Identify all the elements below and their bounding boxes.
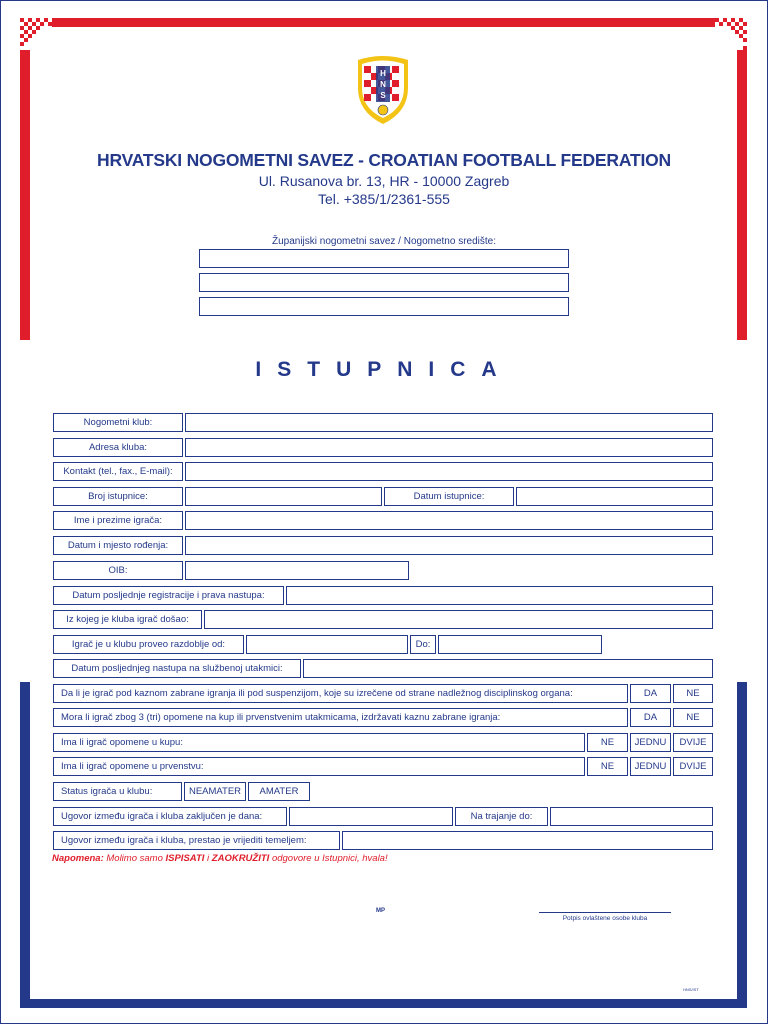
- last-registration-label: Datum posljednje registracije i prava nastupa:: [53, 586, 284, 605]
- suspension-label: Da li je igrač pod kaznom zabrane igranja ili pod suspenzijom, koje su izrečene od strane nadležnog disciplinskog organa:: [53, 684, 628, 703]
- regional-field-2[interactable]: [199, 273, 569, 292]
- club-label: Nogometni klub:: [53, 413, 183, 432]
- cup-warnings-label: Ima li igrač opomene u kupu:: [53, 733, 585, 752]
- player-name-field[interactable]: [185, 511, 713, 530]
- svg-text:H: H: [380, 69, 386, 78]
- three-warnings-ne-option[interactable]: NE: [673, 708, 713, 727]
- league-warnings-dvije-option[interactable]: DVIJE: [673, 757, 713, 776]
- league-warnings-label: Ima li igrač opomene u prvenstvu:: [53, 757, 585, 776]
- last-match-field[interactable]: [303, 659, 713, 678]
- document-title: ISTUPNICA: [255, 358, 513, 381]
- status-label: Status igrača u klubu:: [53, 782, 182, 801]
- date-label: Datum istupnice:: [384, 487, 514, 506]
- form-code: HNS/IST: [683, 987, 699, 992]
- oib-field[interactable]: [185, 561, 409, 580]
- number-label: Broj istupnice:: [53, 487, 183, 506]
- contract-signed-label: Ugovor između igrača i kluba zaključen je dana:: [53, 807, 287, 826]
- club-address-label: Adresa kluba:: [53, 438, 183, 457]
- contact-field[interactable]: [185, 462, 713, 481]
- checker-pattern-right-icon: [715, 18, 747, 50]
- suspension-da-option[interactable]: DA: [630, 684, 671, 703]
- period-from-field[interactable]: [246, 635, 408, 654]
- regional-field-3[interactable]: [199, 297, 569, 316]
- cup-warnings-dvije-option[interactable]: DVIJE: [673, 733, 713, 752]
- signature-label: Potpis ovlaštene osobe kluba: [562, 915, 648, 922]
- club-field[interactable]: [185, 413, 713, 432]
- cup-warnings-ne-option[interactable]: NE: [587, 733, 628, 752]
- suspension-ne-option[interactable]: NE: [673, 684, 713, 703]
- signature-line[interactable]: [539, 912, 671, 913]
- three-warnings-label: Mora li igrač zbog 3 (tri) opomene na kup ili prvenstvenim utakmicama, izdržavati kaznu zabrane igranja:: [53, 708, 628, 727]
- club-address-field[interactable]: [185, 438, 713, 457]
- league-warnings-jednu-option[interactable]: JEDNU: [630, 757, 671, 776]
- svg-text:S: S: [380, 91, 386, 100]
- blue-frame-right: [737, 682, 747, 1008]
- birth-field[interactable]: [185, 536, 713, 555]
- oib-label: OIB:: [53, 561, 183, 580]
- contract-until-label: Na trajanje do:: [455, 807, 548, 826]
- from-club-field[interactable]: [204, 610, 713, 629]
- blue-frame-left: [20, 682, 30, 1008]
- red-frame-top: [20, 18, 747, 27]
- date-field[interactable]: [516, 487, 713, 506]
- blue-frame-bottom: [20, 999, 747, 1008]
- contract-until-field[interactable]: [550, 807, 713, 826]
- federation-title: HRVATSKI NOGOMETNI SAVEZ - CROATIAN FOOTBALL FEDERATION: [97, 150, 671, 170]
- note-text: Napomena: Molimo samo ISPISATI i ZAOKRUŽITI odgovore u Istupnici, hvala!: [52, 853, 388, 864]
- status-amater-option[interactable]: AMATER: [248, 782, 310, 801]
- period-from-label: Igrač je u klubu proveo razdoblje od:: [53, 635, 244, 654]
- contract-ended-field[interactable]: [342, 831, 713, 850]
- federation-phone: Tel. +385/1/2361-555: [318, 191, 450, 207]
- contract-ended-label: Ugovor između igrača i kluba, prestao je vrijediti temeljem:: [53, 831, 340, 850]
- regional-field-1[interactable]: [199, 249, 569, 268]
- period-to-label: Do:: [410, 635, 436, 654]
- status-neamater-option[interactable]: NEAMATER: [184, 782, 246, 801]
- player-name-label: Ime i prezime igrača:: [53, 511, 183, 530]
- last-registration-field[interactable]: [286, 586, 713, 605]
- regional-federation-label: Županijski nogometni savez / Nogometno središte:: [271, 236, 496, 247]
- period-to-field[interactable]: [438, 635, 602, 654]
- svg-text:N: N: [380, 80, 386, 89]
- cup-warnings-jednu-option[interactable]: JEDNU: [630, 733, 671, 752]
- from-club-label: Iz kojeg je kluba igrač došao:: [53, 610, 202, 629]
- hns-logo: [354, 54, 412, 128]
- league-warnings-ne-option[interactable]: NE: [587, 757, 628, 776]
- checker-pattern-left-icon: [20, 18, 52, 50]
- contact-label: Kontakt (tel., fax., E-mail):: [53, 462, 183, 481]
- last-match-label: Datum posljednjeg nastupa na službenoj utakmici:: [53, 659, 301, 678]
- federation-address: Ul. Rusanova br. 13, HR - 10000 Zagreb: [258, 173, 510, 189]
- number-field[interactable]: [185, 487, 382, 506]
- stamp-place-label: MP: [376, 908, 385, 914]
- contract-signed-field[interactable]: [289, 807, 453, 826]
- three-warnings-da-option[interactable]: DA: [630, 708, 671, 727]
- birth-label: Datum i mjesto rođenja:: [53, 536, 183, 555]
